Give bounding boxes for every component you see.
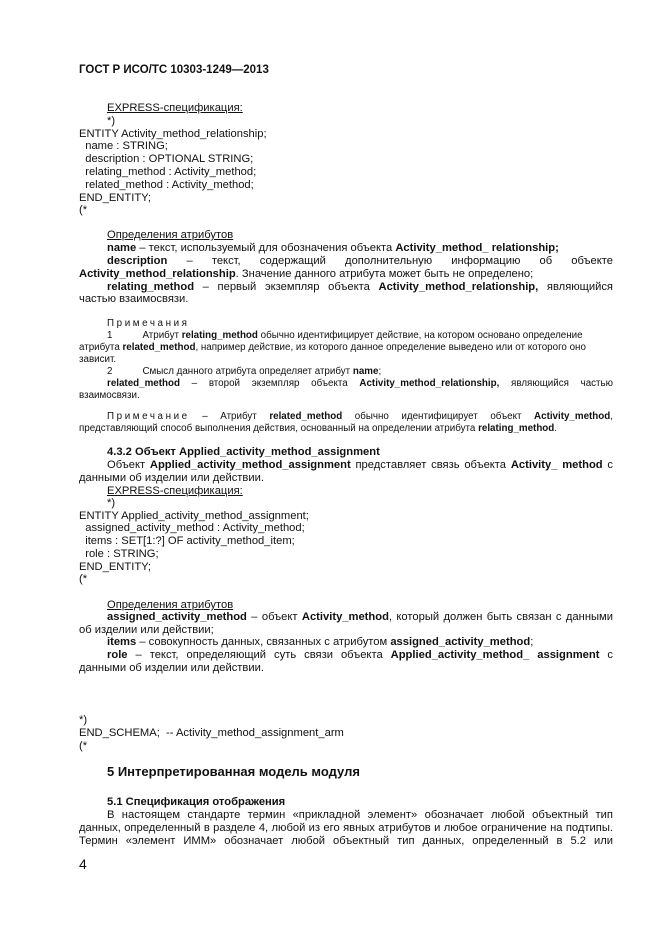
code-line: ENTITY Applied_activity_method_assignment;	[79, 510, 309, 522]
attr-assigned-method-def: assigned_activity_method – объект Activity_method, который должен быть связан с данными	[107, 611, 613, 623]
page-number: 4	[79, 856, 87, 872]
note-related-method-cont: представляющий способ выполнения действия, основанный на определении атрибута relating_method.	[79, 423, 558, 434]
note-related-method: Примечание – Атрибут related_method обычно идентифицирует объект Activity_method,	[107, 411, 613, 422]
code-line: role : STRING;	[79, 548, 159, 560]
code-line: END_SCHEMA; -- Activity_method_assignment_arm	[79, 727, 344, 739]
code-line: relating_method : Activity_method;	[79, 166, 257, 178]
code-line: (*	[79, 740, 88, 752]
note-1-end: зависит.	[79, 354, 117, 365]
attr-items-def: items – совокупность данных, связанных с атрибутом assigned_activity_method;	[107, 636, 534, 648]
code-line: related_method : Activity_method;	[79, 179, 254, 191]
code-line: END_ENTITY;	[79, 561, 152, 573]
attr-defs-heading: Определения атрибутов	[107, 229, 234, 241]
note-1-cont: атрибута related_method, например действие, из которого данное определение выведено или от которого оно	[79, 342, 586, 353]
attr-name-def: name – текст, используемый для обозначения объекта Activity_method_ relationship;	[107, 242, 559, 254]
code-line: *)	[79, 714, 88, 726]
code-line: (*	[79, 573, 88, 585]
code-line: END_ENTITY;	[79, 192, 152, 204]
code-line: items : SET[1:?] OF activity_method_item;	[79, 535, 295, 547]
express-spec-heading: EXPRESS-спецификация:	[107, 485, 243, 497]
attr-role-cont: данными об изделии или действии.	[79, 662, 264, 674]
section-5-1-title: 5.1 Спецификация отображения	[107, 796, 286, 808]
code-line: assigned_activity_method : Activity_method;	[79, 522, 305, 534]
section-5-1-para-cont: данных, определенный в разделе 4, любой из его явных атрибутов и любое ограничение на подтипы.	[79, 822, 613, 834]
section-5-1-para-cont: Термин «элемент ИММ» обозначает любой объектный тип данных, определенный в 5.2 или	[79, 835, 613, 847]
section-5-title: 5 Интерпретированная модель модуля	[107, 764, 360, 779]
attr-defs-heading: Определения атрибутов	[107, 599, 234, 611]
attr-relating-method-def: relating_method – первый экземпляр объекта Activity_method_relationship, являющийся	[107, 281, 613, 293]
document-header: ГОСТ Р ИСО/ТС 10303-1249—2013	[79, 64, 269, 76]
attr-description-def-cont: Activity_method_relationship. Значение данного атрибута может быть не определено;	[79, 268, 534, 280]
section-4-3-2-para-cont: данными об изделии или действии.	[79, 472, 264, 484]
section-5-1-para: В настоящем стандарте термин «прикладной элемент» обозначает любой объектный тип	[107, 809, 613, 821]
attr-assigned-method-cont: об изделии или действии;	[79, 624, 214, 636]
code-line: name : STRING;	[79, 140, 168, 152]
code-line: ENTITY Activity_method_relationship;	[79, 128, 267, 140]
notes-heading: Примечания	[107, 318, 190, 329]
code-line: description : OPTIONAL STRING;	[79, 153, 254, 165]
code-line: *)	[107, 115, 116, 127]
attr-related-method-cont: взаимосвязи.	[79, 390, 140, 401]
attr-related-method-def: related_method – второй экземпляр объекта Activity_method_relationship, являющийся частью	[107, 378, 613, 389]
attr-role-def: role – текст, определяющий суть связи объекта Applied_activity_method_ assignment с	[107, 649, 614, 661]
note-1: 1 Атрибут relating_method обычно идентифицирует действие, на котором основано определение	[107, 330, 583, 341]
note-2: 2 Смысл данного атрибута определяет атрибут name;	[107, 366, 382, 377]
section-4-3-2-para: Объект Applied_activity_method_assignment представляет связь объекта Activity_ method с	[107, 459, 613, 471]
attr-description-def: description – текст, содержащий дополнительную информацию об объекте	[107, 255, 613, 267]
code-line: *)	[107, 497, 116, 509]
section-4-3-2-title: 4.3.2 Объект Applied_activity_method_assignment	[107, 446, 380, 458]
code-line: (*	[79, 204, 88, 216]
express-spec-heading: EXPRESS-спецификация:	[107, 102, 243, 114]
attr-relating-method-cont: частью взаимосвязи.	[79, 293, 189, 305]
